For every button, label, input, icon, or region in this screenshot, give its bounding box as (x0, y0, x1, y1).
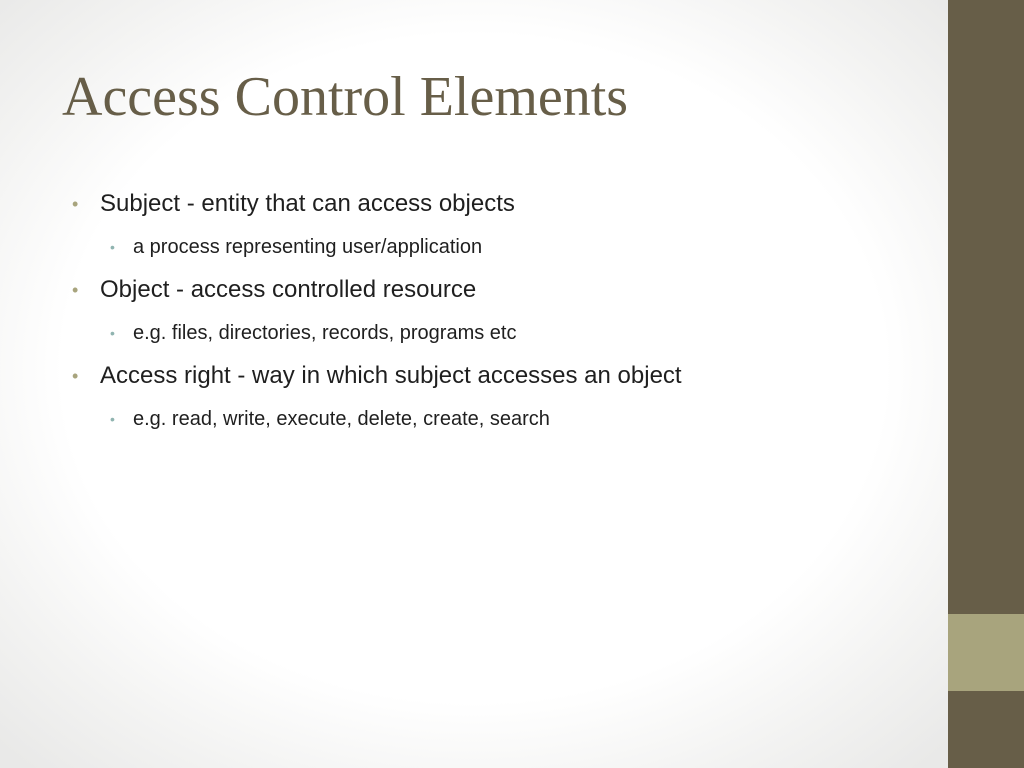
sub-bullet-item-object (72, 308, 932, 358)
bullet-item-subject (72, 186, 932, 222)
slide-title: Access Control Elements (62, 66, 629, 128)
sub-bullet-text: e.g. read, write, execute, delete, create, search (133, 408, 550, 430)
bullet-list (72, 186, 932, 444)
sub-bullet-item-subject (72, 222, 932, 272)
sub-bullet-item-access-right (72, 394, 932, 444)
bullet-dot-icon: • (72, 194, 79, 214)
bullet-dot-icon: • (72, 366, 79, 386)
sub-bullet-text: a process representing user/application (133, 236, 483, 258)
bullet-text: Object - access controlled resource (100, 276, 477, 303)
bullet-item-object (72, 272, 932, 308)
bullet-text: Access right - way in which subject accesses an object (100, 362, 682, 389)
sub-bullet-dot-icon: • (110, 239, 115, 255)
sub-bullet-dot-icon: • (110, 411, 115, 427)
bullet-item-access-right (72, 358, 932, 394)
sub-bullet-text: e.g. files, directories, records, programs etc (133, 322, 517, 344)
bullet-dot-icon: • (72, 280, 79, 300)
side-bar-accent-block (948, 614, 1024, 691)
sub-bullet-dot-icon: • (110, 325, 115, 341)
bullet-text: Subject - entity that can access objects (100, 190, 515, 217)
